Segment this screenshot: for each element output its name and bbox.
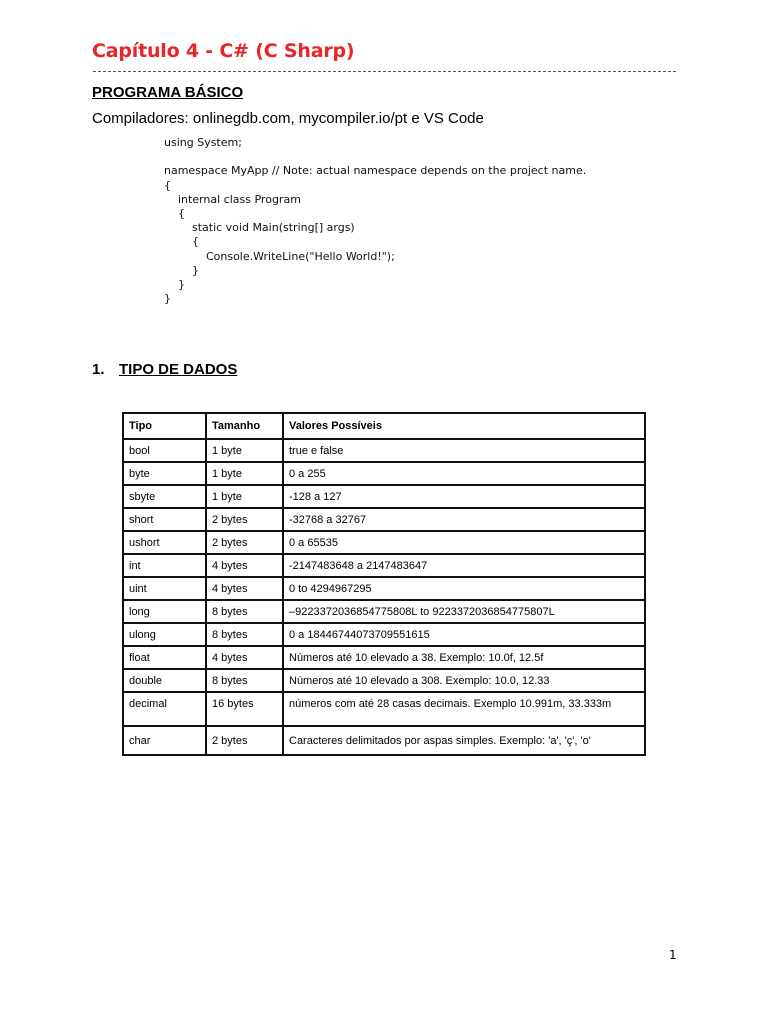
cell-valores: -32768 a 32767 (283, 508, 645, 531)
cell-tamanho: 4 bytes (206, 554, 283, 577)
cell-tamanho: 2 bytes (206, 508, 283, 531)
cell-tipo: bool (123, 439, 206, 462)
cell-tipo: uint (123, 577, 206, 600)
code-line: { (164, 178, 171, 192)
cell-valores: 0 to 4294967295 (283, 577, 645, 600)
chapter-title: Capítulo 4 - C# (C Sharp) (92, 40, 355, 62)
cell-valores: 0 a 65535 (283, 531, 645, 554)
cell-valores: -128 a 127 (283, 485, 645, 508)
compilers-text: Compiladores: onlinegdb.com, mycompiler.io/pt e VS Code (92, 110, 484, 127)
table-row (123, 462, 645, 485)
cell-tipo: double (123, 669, 206, 692)
cell-tipo: byte (123, 462, 206, 485)
table-row (123, 623, 645, 646)
cell-tipo: ulong (123, 623, 206, 646)
cell-tipo: sbyte (123, 485, 206, 508)
cell-valores: –9223372036854775808L to 9223372036854775807L (283, 600, 645, 623)
cell-tamanho: 8 bytes (206, 669, 283, 692)
table-header-row (123, 413, 645, 439)
cell-tamanho: 2 bytes (206, 726, 283, 755)
list-heading (92, 361, 237, 378)
cell-tipo: short (123, 508, 206, 531)
code-line: { (164, 235, 199, 249)
cell-tamanho: 8 bytes (206, 623, 283, 646)
cell-tipo: float (123, 646, 206, 669)
data-types-table (122, 412, 646, 756)
column-header-valores: Valores Possíveis (283, 413, 645, 439)
table-row (123, 646, 645, 669)
cell-tipo: long (123, 600, 206, 623)
cell-tamanho: 1 byte (206, 485, 283, 508)
cell-tamanho: 16 bytes (206, 692, 283, 726)
cell-valores: Números até 10 elevado a 308. Exemplo: 10.0, 12.33 (283, 669, 645, 692)
table-row (123, 554, 645, 577)
cell-tamanho: 2 bytes (206, 531, 283, 554)
code-line: { (164, 206, 185, 220)
code-line: namespace MyApp // Note: actual namespace depends on the project name. (164, 164, 587, 178)
cell-tamanho: 1 byte (206, 439, 283, 462)
code-line: Console.WriteLine("Hello World!"); (164, 249, 395, 263)
code-line (164, 150, 586, 164)
table-row (123, 485, 645, 508)
table-row (123, 531, 645, 554)
cell-valores: 0 a 18446744073709551615 (283, 623, 645, 646)
code-line: } (164, 277, 185, 291)
code-line: using System; (164, 136, 242, 149)
cell-valores: -2147483648 a 2147483647 (283, 554, 645, 577)
cell-tamanho: 4 bytes (206, 577, 283, 600)
cell-valores: true e false (283, 439, 645, 462)
cell-tamanho: 8 bytes (206, 600, 283, 623)
list-heading-text: TIPO DE DADOS (119, 361, 238, 378)
code-line: static void Main(string[] args) (164, 221, 355, 235)
cell-tamanho: 1 byte (206, 462, 283, 485)
code-line: } (164, 292, 171, 306)
column-header-tipo: Tipo (123, 413, 206, 439)
cell-valores: 0 a 255 (283, 462, 645, 485)
cell-valores: Caracteres delimitados por aspas simples. Exemplo: 'a', 'ç', 'o' (283, 726, 645, 755)
cell-tamanho: 4 bytes (206, 646, 283, 669)
table-row (123, 508, 645, 531)
code-line: } (164, 263, 199, 277)
section-heading: PROGRAMA BÁSICO (92, 84, 244, 101)
table-row (123, 577, 645, 600)
cell-tipo: ushort (123, 531, 206, 554)
list-number: 1. (92, 361, 105, 378)
table-row (123, 726, 645, 755)
table-row (123, 692, 645, 726)
page-number: 1 (669, 948, 677, 962)
cell-tipo: char (123, 726, 206, 755)
table-row (123, 600, 645, 623)
table-row (123, 669, 645, 692)
cell-valores: Números até 10 elevado a 38. Exemplo: 10.0f, 12.5f (283, 646, 645, 669)
table-row (123, 439, 645, 462)
code-block (164, 136, 586, 306)
cell-tipo: decimal (123, 692, 206, 726)
cell-tipo: int (123, 554, 206, 577)
cell-valores: números com até 28 casas decimais. Exemplo 10.991m, 33.333m (283, 692, 645, 726)
column-header-tamanho: Tamanho (206, 413, 283, 439)
code-line: internal class Program (164, 192, 301, 206)
title-divider (93, 71, 676, 72)
